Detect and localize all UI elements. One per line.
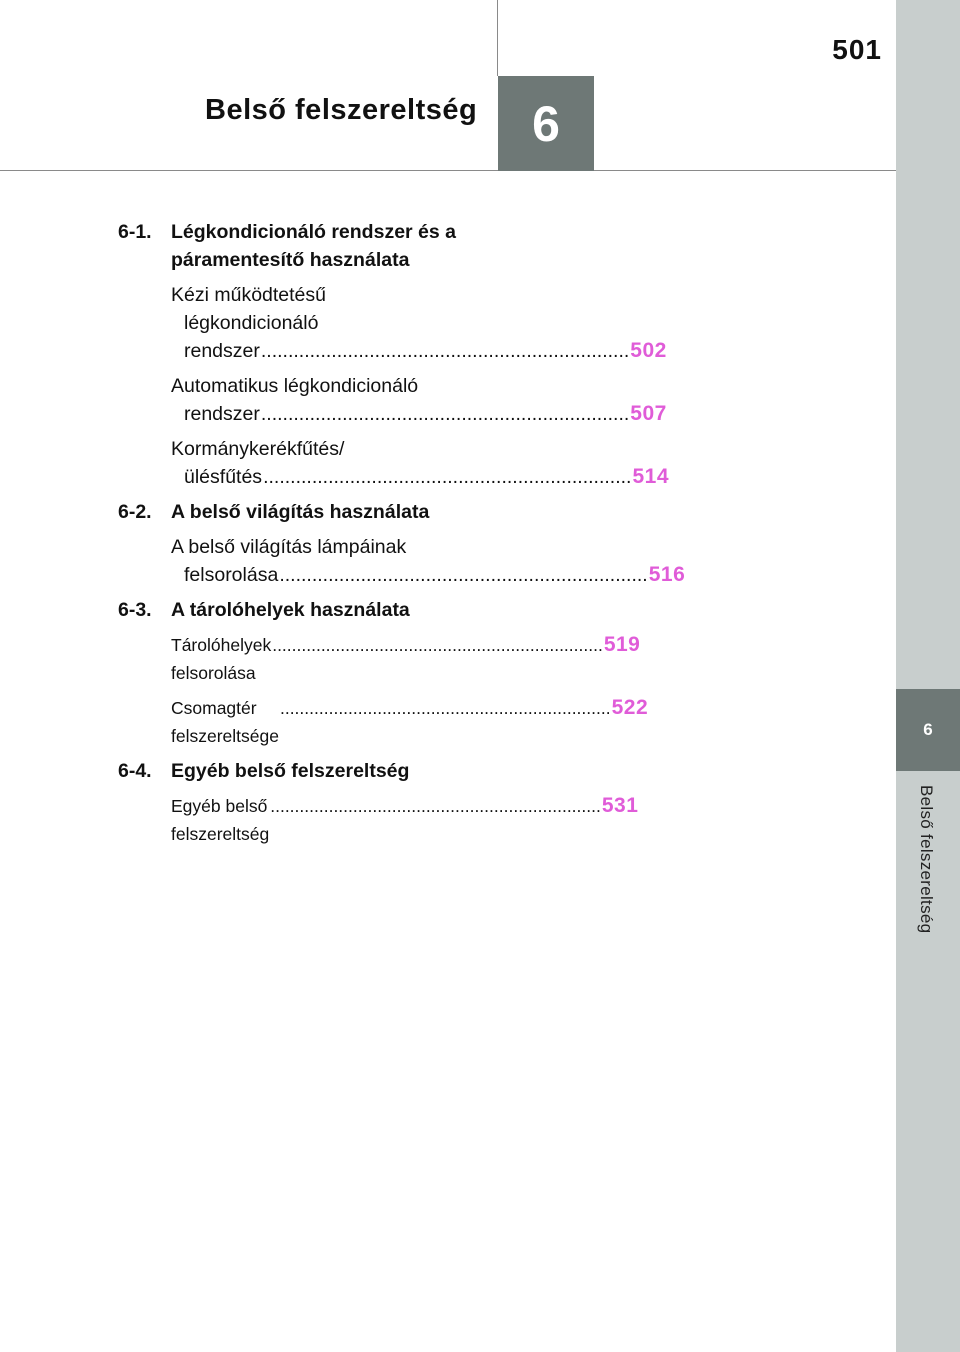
side-tab (896, 0, 960, 1352)
page-link[interactable]: 519 (603, 633, 641, 656)
section-title: Légkondicionáló rendszer és a páramentesítő használata (171, 221, 456, 271)
entry-text: Kormánykerékfűtés/ (171, 438, 345, 460)
page-number: 501 (832, 34, 882, 65)
toc-entry[interactable] (171, 372, 667, 428)
toc-entry[interactable] (171, 435, 670, 491)
dot-leader: .................................................................... (263, 466, 632, 488)
toc-section-6-2 (118, 498, 463, 526)
page-link[interactable]: 531 (601, 794, 639, 817)
page-link[interactable]: 516 (648, 563, 686, 586)
entry-leader-line (171, 400, 667, 428)
dot-leader: .................................................................... (279, 698, 611, 718)
section-title: A tárolóhelyek használata (171, 599, 410, 621)
dot-leader: .................................................................... (260, 403, 630, 425)
entry-text: rendszer (184, 340, 260, 362)
page-link[interactable]: 514 (632, 465, 670, 488)
side-tab-label: Belső felszereltség (917, 785, 936, 934)
dot-leader: .................................................................... (270, 796, 601, 816)
entry-leader-line (171, 561, 686, 589)
chapter-number-box: 6 (498, 76, 594, 171)
table-of-contents (118, 218, 686, 855)
page-link[interactable]: 502 (630, 339, 667, 362)
entry-leader-line (171, 631, 641, 687)
section-number: 6-3. (118, 599, 152, 621)
entry-text: Automatikus légkondicionáló (171, 375, 419, 397)
page-link[interactable]: 522 (611, 696, 649, 719)
dot-leader: .................................................................... (272, 635, 603, 655)
side-tab-number[interactable]: 6 (896, 689, 960, 771)
entry-leader-line (171, 694, 649, 750)
header-rule (0, 170, 896, 171)
toc-entry[interactable] (171, 281, 667, 365)
dot-leader: .................................................................... (260, 340, 630, 362)
chapter-title: Belső felszereltség (205, 94, 478, 126)
entry-leader-line (171, 337, 667, 365)
entry-text: felsorolása (184, 564, 279, 586)
toc-section-6-3 (118, 596, 463, 624)
header-divider-vertical (497, 0, 498, 76)
section-number: 6-4. (118, 760, 152, 782)
dot-leader: .................................................................... (279, 564, 648, 586)
toc-entry[interactable] (171, 694, 649, 750)
entry-leader-line (171, 792, 639, 848)
entry-text: A belső világítás lámpáinak (171, 536, 407, 558)
entry-text: légkondicionáló (184, 312, 319, 334)
toc-section-6-4 (118, 757, 463, 785)
toc-entry[interactable] (171, 792, 639, 848)
toc-entry[interactable] (171, 533, 686, 589)
entry-text: Kézi működtetésű (171, 284, 327, 306)
section-number: 6-2. (118, 501, 152, 523)
toc-entry[interactable] (171, 631, 641, 687)
entry-leader-line (171, 463, 670, 491)
entry-text: rendszer (184, 403, 260, 425)
entry-text: Tárolóhelyek felsorolása (171, 635, 272, 683)
page-link[interactable]: 507 (630, 402, 667, 425)
toc-section-6-1 (118, 218, 463, 274)
entry-text: Csomagtér felszereltsége (171, 698, 279, 746)
entry-text: Egyéb belső felszereltség (171, 796, 270, 844)
entry-text: ülésfűtés (184, 466, 263, 488)
section-number: 6-1. (118, 221, 152, 243)
section-title: Egyéb belső felszereltség (171, 760, 410, 782)
section-title: A belső világítás használata (171, 501, 430, 523)
